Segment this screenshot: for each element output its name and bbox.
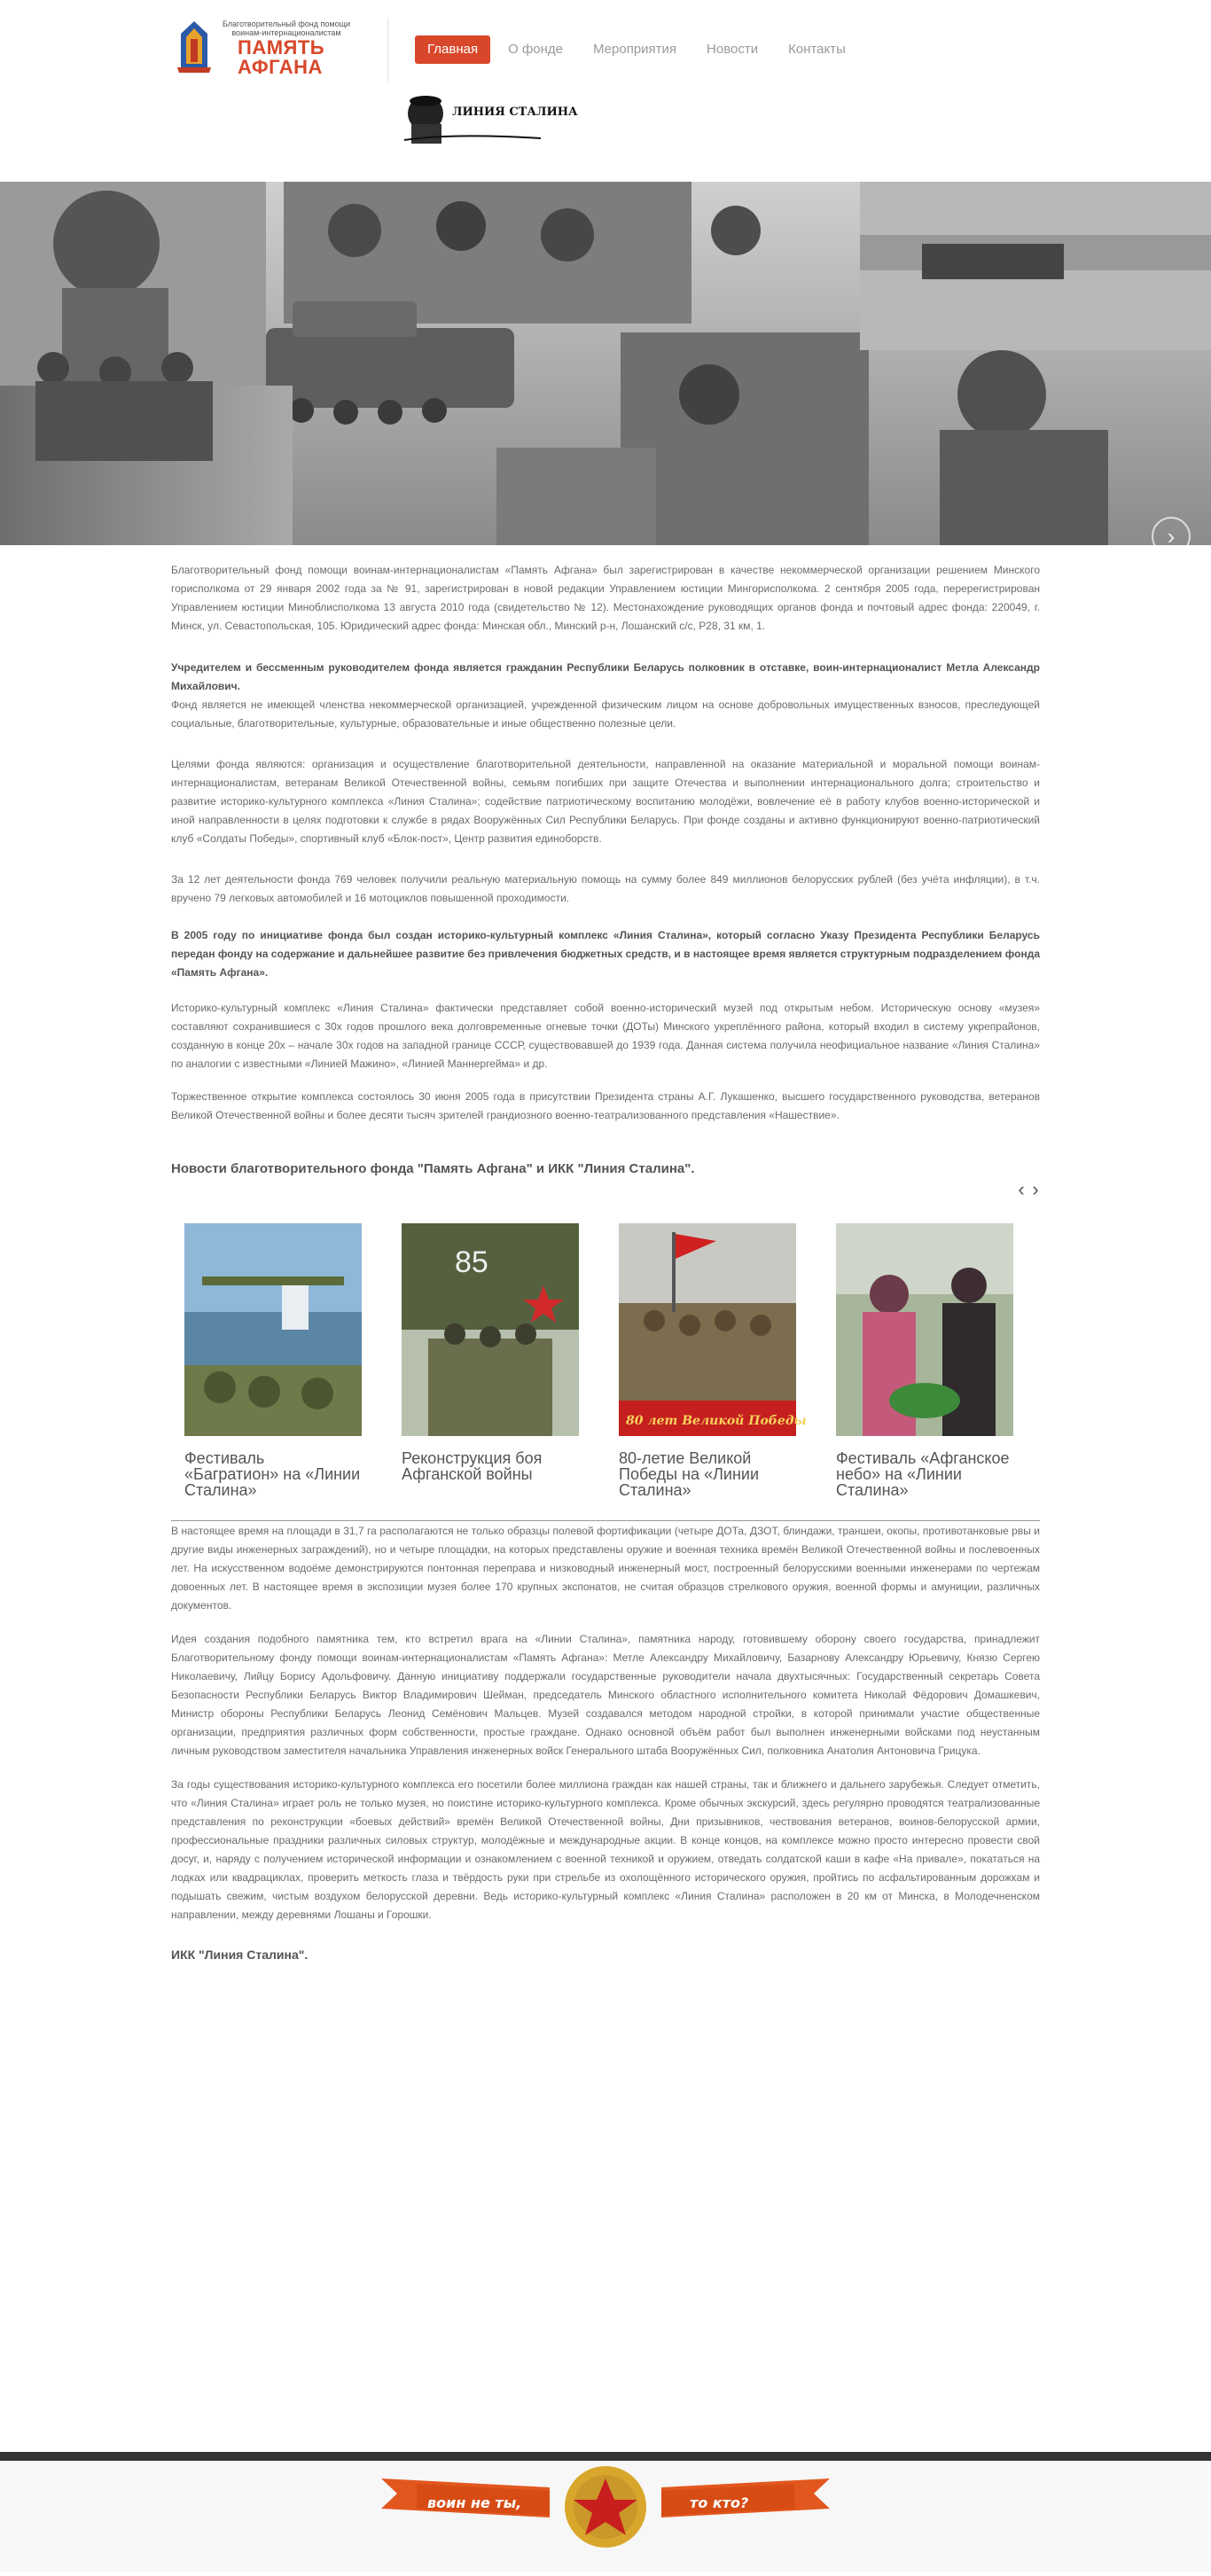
intro-p7 (171, 1088, 1040, 1125)
news-card[interactable] (836, 1223, 1013, 1498)
nav-item-contacts[interactable]: Контакты (788, 42, 846, 57)
site-logo[interactable] (174, 16, 351, 78)
news-next-arrow-icon[interactable]: › (1032, 1178, 1039, 1200)
news-image-victory[interactable] (619, 1223, 807, 1436)
nav-item-events[interactable]: Мероприятия (593, 42, 677, 57)
nav-item-about[interactable]: О фонде (508, 42, 563, 57)
news-carousel-nav (1014, 1179, 1043, 1202)
news-divider (171, 1520, 1040, 1521)
signature: ИКК "Линия Сталина". (171, 1948, 309, 1962)
about-paragraph-2: Идея создания подобного памятника тем, кто встретил врага на «Линии Сталина», памятника народу, готовившему оборону своего государства, принадлежит Благотворительному фонду помощи воинам-интернационалистам «Память Афгана»: Метле Александру Михайловичу, Базарнову Александру Юрьевичу, Князю Сергею Николаевичу, Лийцу Борису Адольфовичу. Данную инициативу поддержали государственные руководители начала двухтысячных: Государственный секретарь Совета Безопасности Республики Беларусь Виктор Владимирович Шейман, председатель Минского областного исполнительного комитета Николай Фёдорович Домашкевич, Министр обороны Республики Беларусь Леонид Семёнович Мальцев. Музей создавался методом народной стройки, в которой принимали участие общественные организации, предприятия различных форм собственности, простые граждане. Однако основной объём работ был выполнен инженерными войсками под неустанным личным руководством заместителя начальника Управления инженерных войск Генерального штаба Вооружённых Сил, полковника Анатолия Антоновича Грицука. (171, 1633, 1040, 1757)
footer-banner-right: то кто? (690, 2494, 749, 2511)
news-title[interactable]: 80-летие Великой Победы на «Линии Сталина» (619, 1449, 759, 1499)
intro-paragraph-5-bold: В 2005 году по инициативе фонда был создан историко-культурный комплекс «Линия Сталина», который согласно Указу Президента Республики Беларусь передан фонду на содержание и дальнейшее развитие без привлечения бюджетных средств, и в настоящее время является структурным подразделением фонда «Память Афгана». (171, 929, 1040, 979)
news-card[interactable] (402, 1223, 579, 1482)
site-header (0, 0, 1211, 182)
hero-slider[interactable] (0, 182, 1211, 550)
intro-p4 (171, 870, 1040, 908)
news-card[interactable] (184, 1223, 362, 1498)
about-p3 (171, 1776, 1040, 1924)
news-title[interactable]: Фестиваль «Афганское небо» на «Линии Сталина» (836, 1449, 1010, 1499)
about-paragraph-1: В настоящее время на площади в 31,7 га располагаются не только образцы полевой фортификации (четыре ДОТа, ДЗОТ, блиндажи, траншеи, окопы, противотанковые рвы и другие виды инженерных заграждений), но и четыре площадки, на которых представлены оружие и военная техника времён Великой Отечественной войны и послевоенных лет. На искусственном водоёме демонстрируются понтонная переправа и низководный инженерный мост, построенный белорусскими военными инженерами по чертежам довоенных лет. В настоящее время в экспозиции музея более 170 крупных экспонатов, не считая образцов стрелкового оружия, военной формы и амуниции, различных документов. (171, 1525, 1040, 1612)
news-title[interactable]: Фестиваль «Багратион» на «Линии Сталина» (184, 1449, 361, 1499)
news-section-title: Новости благотворительного фонда "Память Афгана" и ИКК "Линия Сталина". (171, 1161, 695, 1176)
intro-paragraph-2-bold: Учредителем и бессменным руководителем фонда является гражданин Республики Беларусь полковник в отставке, воин-интернационалист Метла Александр Михайлович. (171, 661, 1040, 692)
logo-title-line2: АФГАНА (238, 56, 323, 78)
hero-collage-image (0, 182, 1211, 545)
stalin-line-logo[interactable] (399, 89, 578, 147)
about-paragraph-3: За годы существования историко-культурного комплекса его посетили более миллиона граждан как нашей страны, так и ближнего и дальнего зарубежья. Следует отметить, что «Линия Сталина» играет роль не только музея, но поистине историко-культурного комплекса. Кроме обычных экскурсий, здесь регулярно проводятся театрализованные представления по реконструкции «боевых действий» времён Великой Отечественной войны, Дни призывников, чествования ветеранов, воинов-белорусской армии, профессиональные праздники различных силовых структур, молодёжные и международные акции. В конце концов, на комплексе можно просто интересно провести свой досуг, и, наряду с получением исторической информации и ознакомлением с военной техникой и оружием, отведать солдатской каши в кафе «На привале», покататься на лодках или квадрациклах, проверить меткость глаза и твёрдость руки при стрельбе из охолощённого исторического оружия, пройтись по асфальтированным дорожкам и подышать свежим, чистым воздухом белорусской деревни. Ведь историко-культурный комплекс «Линия Сталина» расположен в 20 км от Минска, в Молодечненском направлении, между деревнями Лошаны и Горошки. (171, 1778, 1040, 1921)
news-image-caption: 80 лет Великой Победы (626, 1414, 807, 1428)
intro-p1 (171, 561, 1040, 636)
news-image-reconstruction[interactable] (402, 1223, 579, 1436)
logo-subtitle: Благотворительный фонд помощи воинам-интернационалистам (222, 20, 351, 37)
about-p2 (171, 1630, 1040, 1760)
intro-p6 (171, 999, 1040, 1073)
intro-paragraph-1: Благотворительный фонд помощи воинам-интернационалистам «Память Афгана» был зарегистрирован в качестве некоммерческой организации решением Минского горисполкома от 29 января 2002 года за № 91, зарегистрирован в новой редакции Управлением юстиции Мингорисполкома. 2 сентября 2005 года, перерегистрирован Управлением юстиции Минoблисполкома 13 августа 2010 года (свидетельство № 12). Местонахождение руководящих органов фонда и почтовый адрес фонда: 220049, г. Минск, ул. Севастопольская, 105. Юридический адрес фонда: Минская обл., Минский р-н, Лошанский с/с, Р28, 31 км, 1. (171, 564, 1040, 632)
footer-banner (0, 2461, 1211, 2572)
partner-logo-text: ЛИНИЯ СТАЛИНА (452, 105, 578, 119)
intro-p2 (171, 659, 1040, 733)
header-divider (387, 18, 388, 82)
news-prev-arrow-icon[interactable]: ‹ (1018, 1178, 1025, 1200)
logo-title-line1: ПАМЯТЬ (238, 36, 325, 59)
nav-item-news[interactable]: Новости (707, 42, 759, 57)
intro-paragraph-6: Историко-культурный комплекс «Линия Сталина» фактически представляет собой военно-исторический музей под открытым небом. Историческую основу «музея» составляют сохранившиеся с 30х годов прошлого века долговременные огневые точки (ДОТы) Минского укреплённого района, который входил в систему укрепрайонов, созданную в конце 20х – начале 30х годов на западной границе СССР, существовавшей до 1939 года. Данная система получила неофициальное название «Линия Сталина» по аналогии с известными «Линией Мажино», «Линией Маннергейма» и др. (171, 1002, 1040, 1070)
intro-p5 (171, 926, 1040, 982)
news-image-bagration[interactable] (184, 1223, 362, 1436)
footer-bar (0, 2452, 1211, 2461)
news-title[interactable]: Реконструкция боя Афганской войны (402, 1449, 543, 1483)
hero-next-arrow-icon[interactable]: › (1152, 517, 1191, 556)
intro-paragraph-3: Целями фонда являются: организация и осуществление благотворительной деятельности, направленной на оказание материальной и моральной помощи воинам-интернационалистам, ветеранам Великой Отечественной войны, семьям погибших при защите Отечества и выполнении интернационального долга; строительство и развитие историко-культурного комплекса «Линия Сталина»; содействие патриотическому воспитанию молодёжи, вовлечение её в работу клубов военно-исторической и иной направленности в целях подготовки к службе в рядах Вооружённых Сил Республики Беларусь. При фонде созданы и активно функционируют военно-патриотический клуб «Солдаты Победы», спортивный клуб «Блок-пост», Центр развития единоборств. (171, 758, 1040, 845)
intro-paragraph-2: Фонд является не имеющей членства некоммерческой организацией, учрежденной физическим лицом на основе добровольных имущественных взносов, преследующей социальные, благотворительные, культурные, образовательные и иные общественно полезные цели. (171, 699, 1040, 730)
site-footer (0, 2461, 1211, 2572)
nav-item-home[interactable]: Главная (415, 35, 490, 64)
news-card[interactable] (619, 1223, 807, 1499)
intro-p3 (171, 755, 1040, 848)
news-image-number: 85 (455, 1245, 488, 1279)
emblem-icon (174, 18, 215, 74)
main-nav (415, 35, 863, 64)
footer-banner-left: воин не ты, (427, 2494, 522, 2511)
intro-paragraph-7: Торжественное открытие комплекса состоялось 30 июня 2005 года в присутствии Президента страны А.Г. Лукашенко, высшего государственного руководства, ветеранов Великой Отечественной войны и более десяти тысяч зрителей грандиозного военно-театрализованного представления «Нашествие». (171, 1090, 1040, 1121)
logo-title (238, 38, 324, 77)
about-p1 (171, 1522, 1040, 1615)
news-image-afghan-sky[interactable] (836, 1223, 1013, 1436)
intro-paragraph-4: За 12 лет деятельности фонда 769 человек получили реальную материальную помощь на сумму более 849 миллионов белорусских рублей (без учёта инфляции), в т.ч. вручено 79 легковых автомобилей и 16 мотоциклов повышенной проходимости. (171, 873, 1040, 904)
